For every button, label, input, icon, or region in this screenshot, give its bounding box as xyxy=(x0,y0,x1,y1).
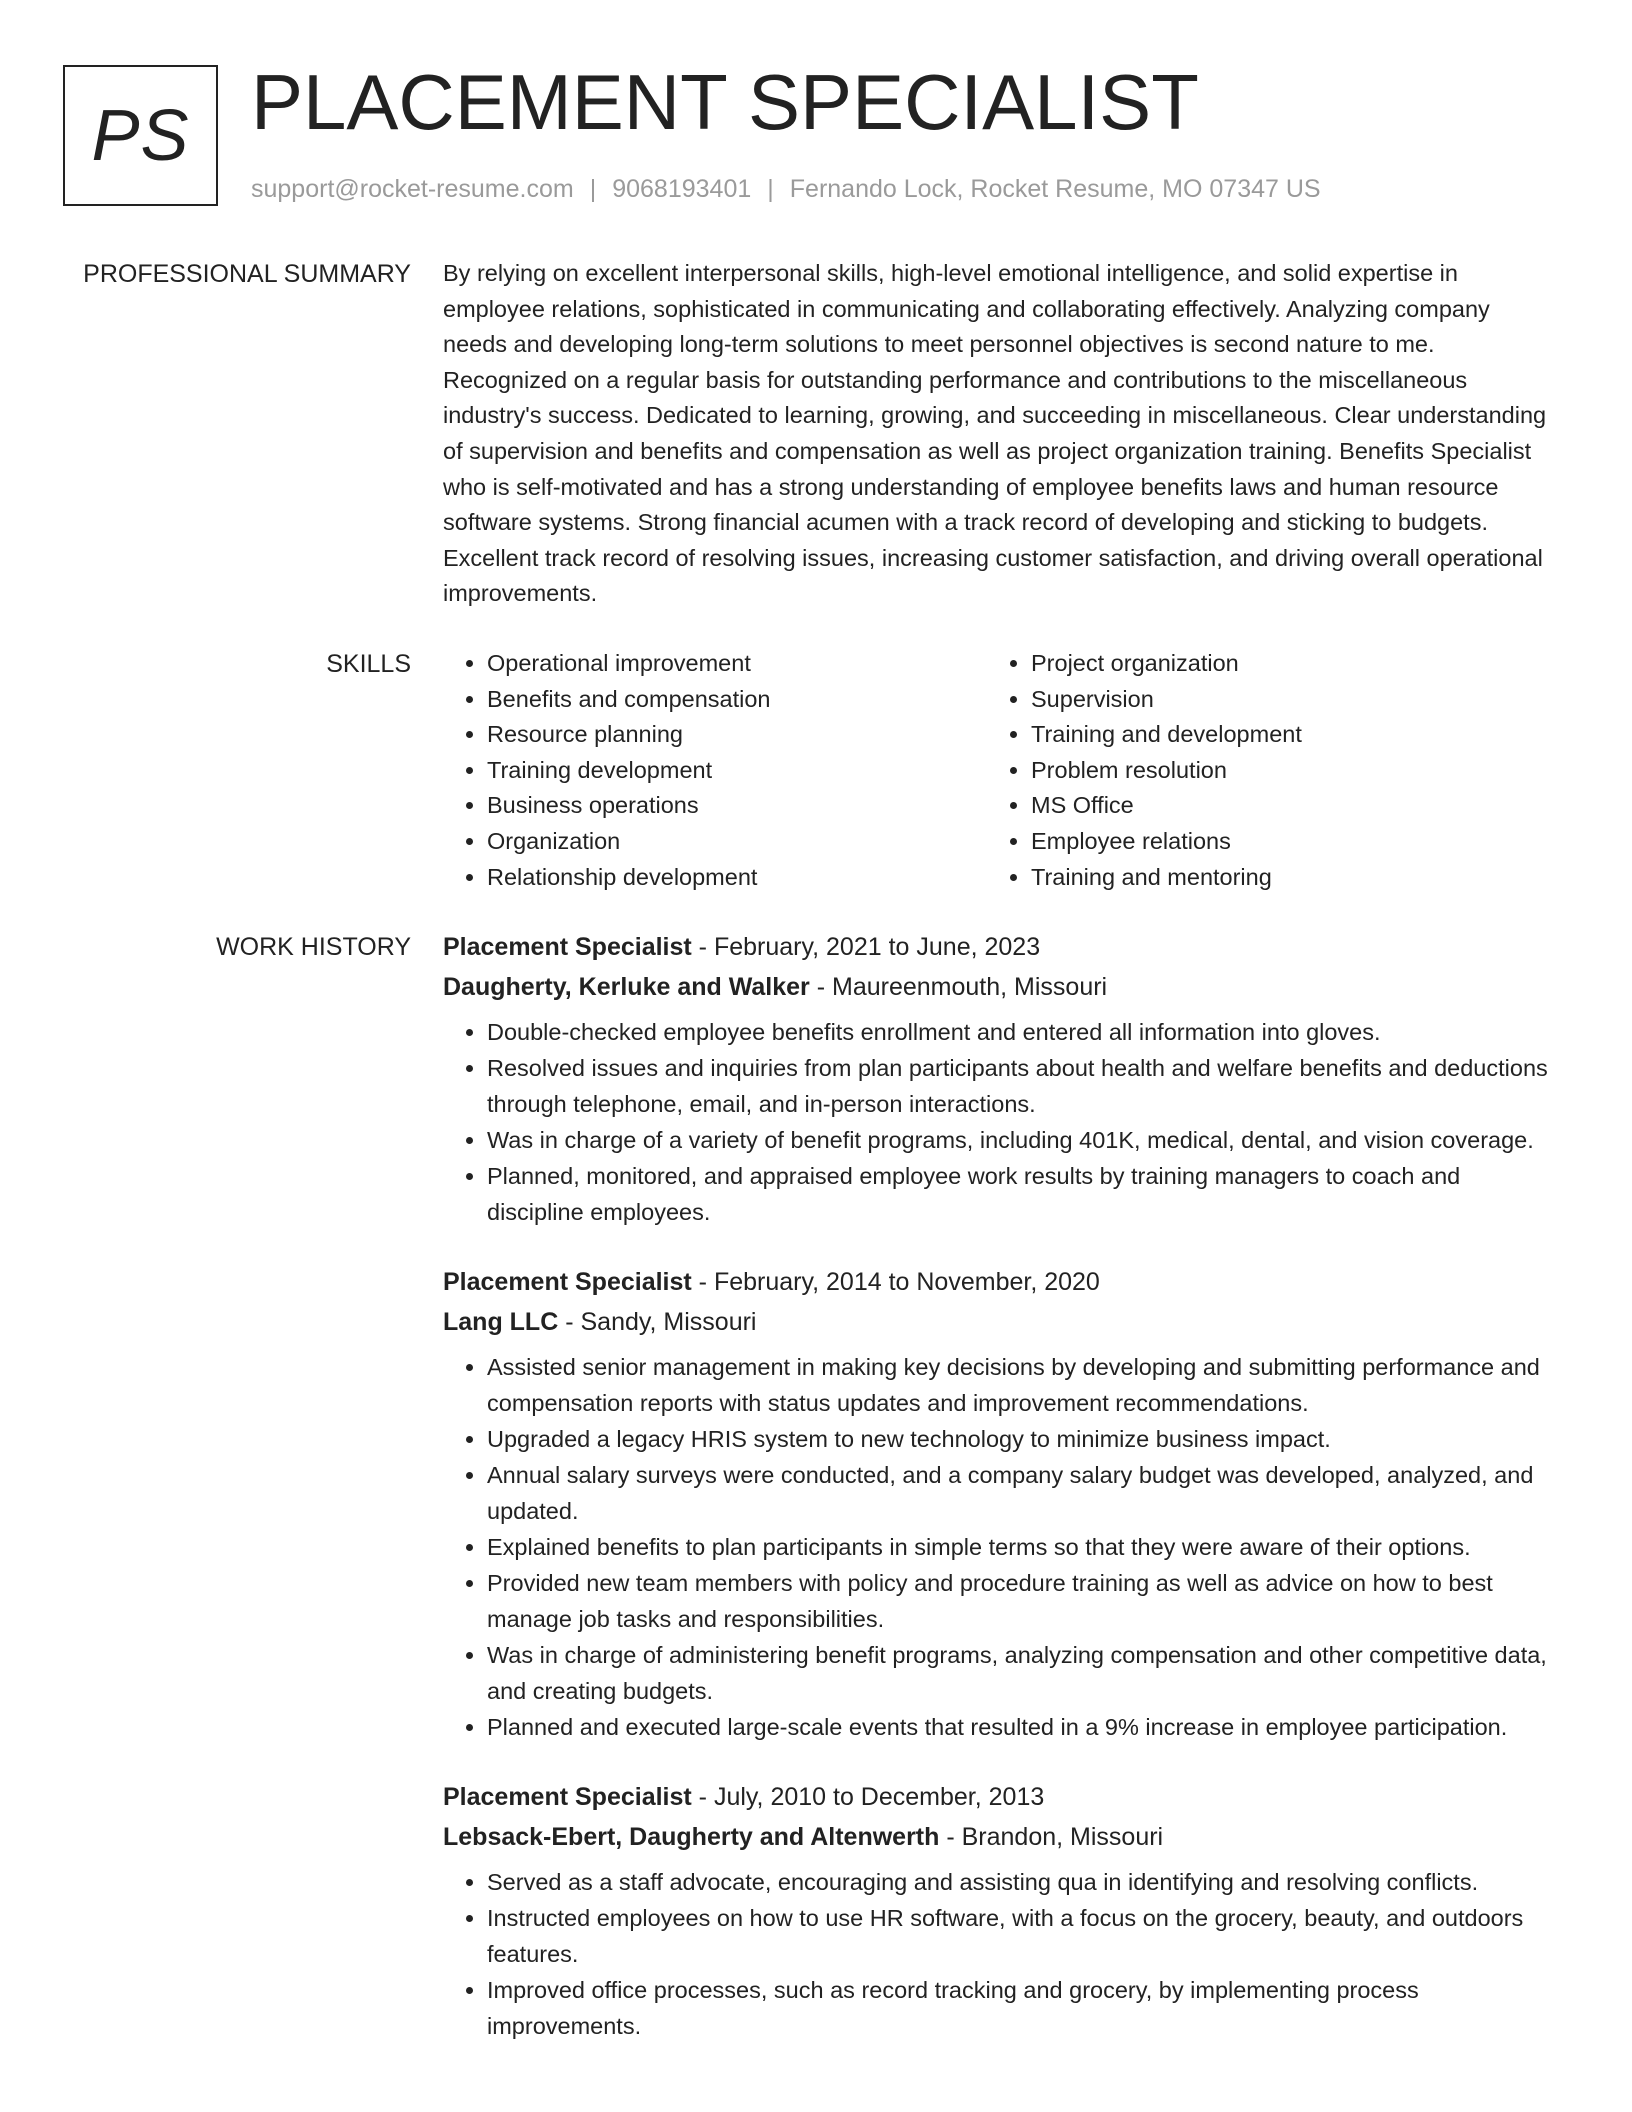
skill-item: • Employee relations xyxy=(1031,824,1531,860)
job-bullet: • Annual salary surveys were conducted, and a company salary budget was developed, analyzed, and updated. xyxy=(487,1458,1555,1530)
job-bullets xyxy=(443,1350,1555,1745)
job-title: Placement Specialist xyxy=(443,1783,692,1812)
skill-item: • Resource planning xyxy=(487,717,987,753)
job-bullet: • Provided new team members with policy and procedure training as well as advice on how to best manage job tasks and responsibilities. xyxy=(487,1566,1555,1638)
work-history-body xyxy=(443,927,1555,2077)
skill-item: • MS Office xyxy=(1031,788,1531,824)
skills-list-left xyxy=(443,646,987,895)
skills-body xyxy=(443,646,1555,895)
job-location: Sandy, Missouri xyxy=(580,1308,757,1337)
job-bullet: • Served as a staff advocate, encouraging and assisting qua in identifying and resolving conflicts. xyxy=(487,1865,1555,1901)
monogram-box xyxy=(63,65,218,206)
job-location: Brandon, Missouri xyxy=(961,1823,1164,1852)
job-title-line: Placement Specialist - February, 2021 to June, 2023 xyxy=(443,933,1041,961)
skills-heading: SKILLS xyxy=(326,650,411,678)
contact-address: Fernando Lock, Rocket Resume, MO 07347 US xyxy=(789,175,1321,203)
job-company-line: Lang LLC - Sandy, Missouri xyxy=(443,1308,757,1337)
job-bullet: • Planned, monitored, and appraised employee work results by training managers to coach and discipline employees. xyxy=(487,1159,1555,1231)
work-history-heading: WORK HISTORY xyxy=(216,933,411,961)
skills-list-right xyxy=(987,646,1531,895)
monogram-initials: PS xyxy=(91,95,190,176)
skill-item: • Training development xyxy=(487,753,987,789)
job-bullet: • Was in charge of administering benefit programs, analyzing compensation and other competitive data, and creating budgets. xyxy=(487,1638,1555,1710)
job-company-line: Daugherty, Kerluke and Walker - Maureenmouth, Missouri xyxy=(443,973,1108,1001)
job-bullet: • Planned and executed large-scale events that resulted in a 9% increase in employee participation. xyxy=(487,1710,1555,1746)
job-dates: July, 2010 to December, 2013 xyxy=(713,1783,1045,1812)
job-bullet: • Upgraded a legacy HRIS system to new technology to minimize business impact. xyxy=(487,1422,1555,1458)
job-bullet: • Assisted senior management in making key decisions by developing and submitting performance and compensation reports with status updates and improvement recommendations. xyxy=(487,1350,1555,1422)
job-location: Maureenmouth, Missouri xyxy=(832,973,1108,1001)
summary-body xyxy=(443,256,1555,612)
job-entry xyxy=(443,1262,1555,1745)
job-title-line: Placement Specialist - July, 2010 to December, 2013 xyxy=(443,1783,1045,1812)
skill-item: • Relationship development xyxy=(487,860,987,896)
skill-item: • Organization xyxy=(487,824,987,860)
job-bullet: • Resolved issues and inquiries from plan participants about health and welfare benefits and deductions through telephone, email, and in-person interactions. xyxy=(487,1051,1555,1123)
job-company: Lang LLC xyxy=(443,1308,559,1337)
job-bullet: • Improved office processes, such as record tracking and grocery, by implementing process improvements. xyxy=(487,1973,1555,2045)
job-entry xyxy=(443,927,1555,1230)
contact-email: support@rocket-resume.com xyxy=(251,175,574,203)
job-company: Lebsack-Ebert, Daugherty and Altenwerth xyxy=(443,1823,940,1852)
summary-text: By relying on excellent interpersonal skills, high-level emotional intelligence, and solid expertise in employee relations, sophisticated in communicating and collaborating effectively. Analyzing company needs and developing long-term solutions to meet personnel objectives is second nature to me. Recognized on a regular basis for outstanding performance and contributions to the miscellaneous industry's success. Dedicated to learning, growing, and succeeding in miscellaneous. Clear understanding of supervision and benefits and compensation as well as project organization training. Benefits Specialist who is self-motivated and has a strong understanding of employee benefits laws and human resource software systems. Strong financial acumen with a track record of developing and sticking to budgets. Excellent track record of resolving issues, increasing customer satisfaction, and driving overall operational improvements. xyxy=(443,260,1547,607)
contact-line xyxy=(251,172,1321,206)
job-company: Daugherty, Kerluke and Walker xyxy=(443,973,810,1001)
contact-separator: | xyxy=(589,175,597,203)
skill-item: • Problem resolution xyxy=(1031,753,1531,789)
skill-item: • Training and mentoring xyxy=(1031,860,1531,896)
skill-item: • Business operations xyxy=(487,788,987,824)
resume-title: PLACEMENT SPECIALIST xyxy=(251,58,1199,146)
contact-separator: | xyxy=(767,175,774,203)
job-bullet: • Double-checked employee benefits enrollment and entered all information into gloves. xyxy=(487,1015,1555,1051)
job-bullets xyxy=(443,1015,1555,1230)
skill-item: • Operational improvement xyxy=(487,646,987,682)
job-title: Placement Specialist xyxy=(443,933,692,961)
summary-heading: PROFESSIONAL SUMMARY xyxy=(83,260,411,288)
job-bullets xyxy=(443,1865,1555,2045)
contact-phone: 9068193401 xyxy=(612,175,752,203)
skill-item: • Training and development xyxy=(1031,717,1531,753)
skill-item: • Project organization xyxy=(1031,646,1531,682)
skills-columns xyxy=(443,646,1555,895)
job-dates: February, 2014 to November, 2020 xyxy=(713,1268,1100,1297)
job-bullet: • Was in charge of a variety of benefit programs, including 401K, medical, dental, and vision coverage. xyxy=(487,1123,1555,1159)
skill-item: • Supervision xyxy=(1031,682,1531,718)
job-entry xyxy=(443,1777,1555,2045)
job-title: Placement Specialist xyxy=(443,1268,692,1297)
job-bullet: • Explained benefits to plan participants in simple terms so that they were aware of their options. xyxy=(487,1530,1555,1566)
job-company-line: Lebsack-Ebert, Daugherty and Altenwerth - Brandon, Missouri xyxy=(443,1823,1164,1852)
job-title-line: Placement Specialist - February, 2014 to November, 2020 xyxy=(443,1268,1100,1297)
job-bullet: • Instructed employees on how to use HR software, with a focus on the grocery, beauty, and outdoors features. xyxy=(487,1901,1555,1973)
skill-item: • Benefits and compensation xyxy=(487,682,987,718)
job-dates: February, 2021 to June, 2023 xyxy=(713,933,1041,961)
